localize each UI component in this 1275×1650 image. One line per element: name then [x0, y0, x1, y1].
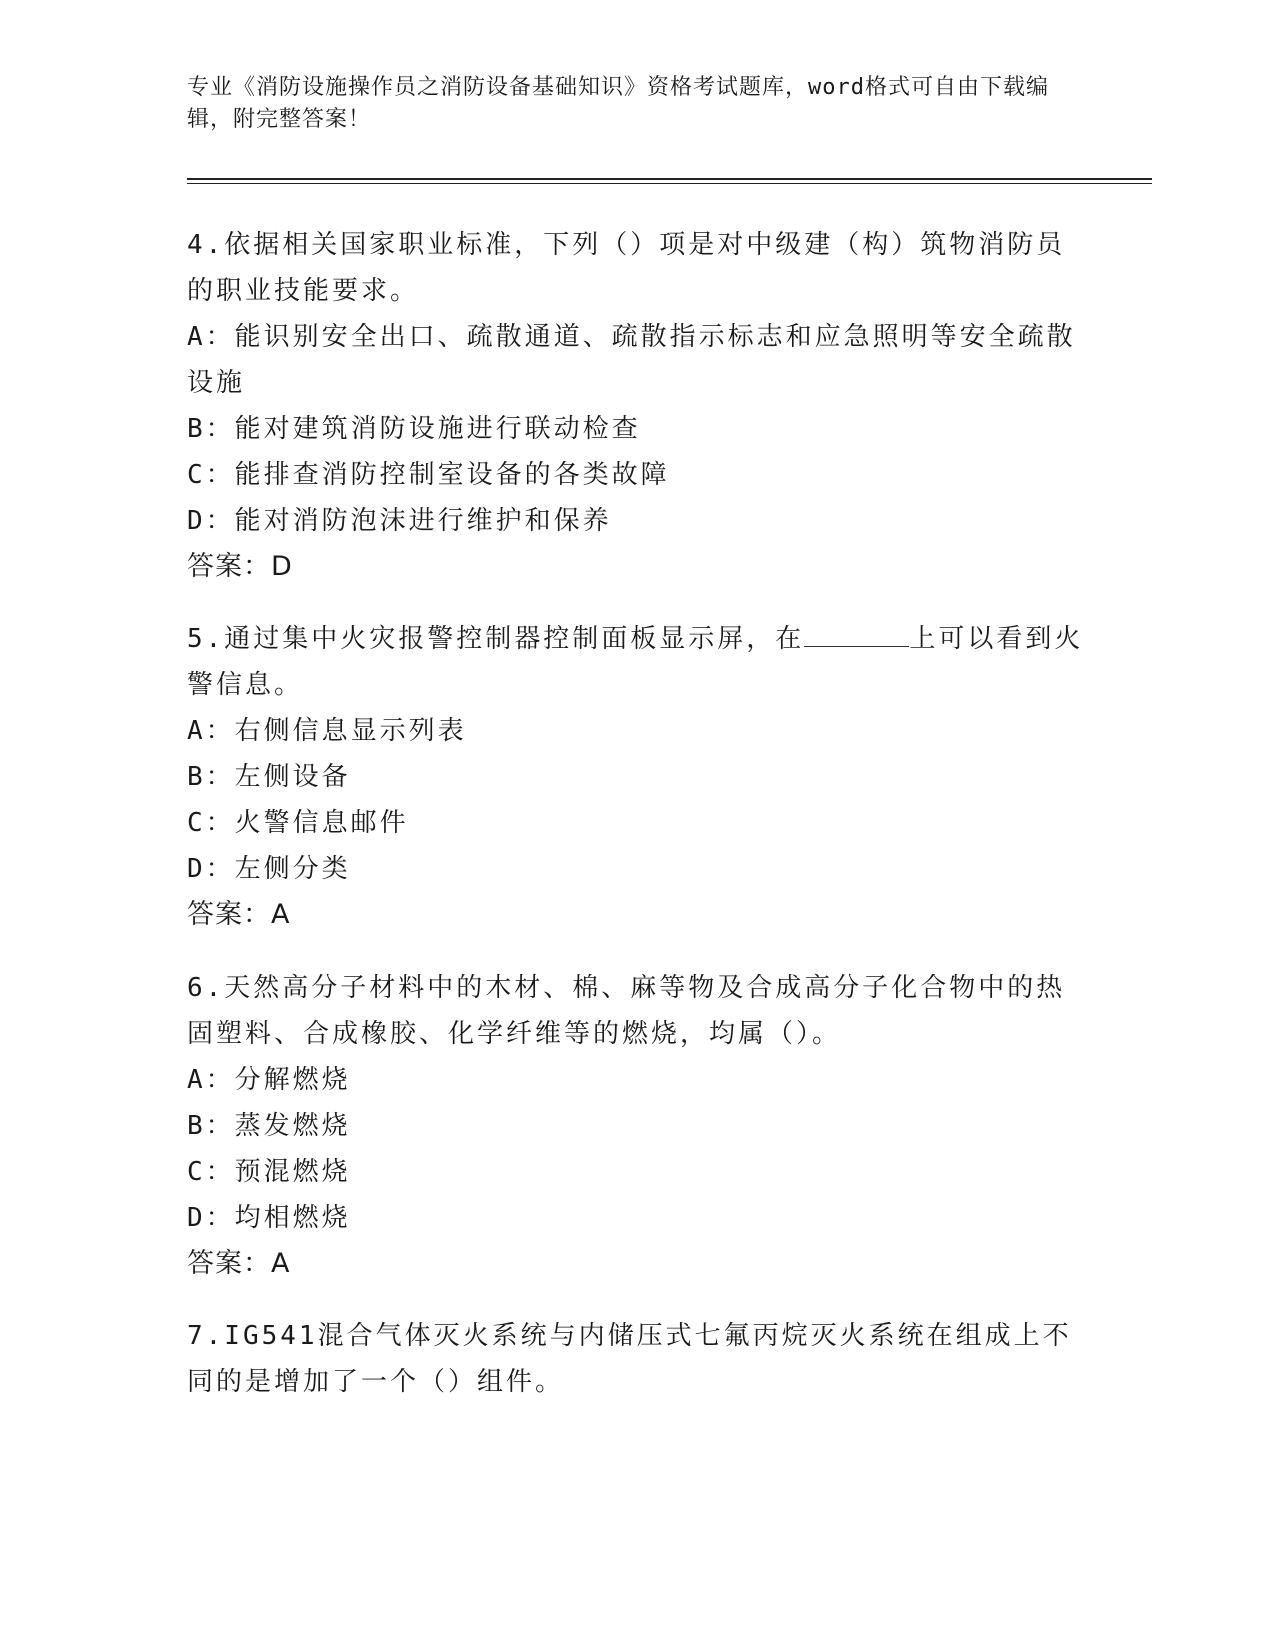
option-d: D：均相燃烧	[187, 1203, 351, 1233]
header-divider	[187, 178, 1152, 184]
question-stem: 6.天然高分子材料中的木材、棉、麻等物及合成高分子化合物中的热固塑料、合成橡胶、化学纤维等的燃烧，均属（）。	[187, 973, 1066, 1049]
option-a: A：分解燃烧	[187, 1065, 351, 1095]
option-c: C：火警信息邮件	[187, 808, 409, 838]
option-d: D：左侧分类	[187, 854, 351, 884]
option-c: C：预混燃烧	[187, 1157, 351, 1187]
answer-line: 答案：A	[187, 899, 291, 930]
option-c: C：能排查消防控制室设备的各类故障	[187, 460, 670, 490]
question-stem-after: 上可以看到火警信息。	[187, 624, 1084, 700]
option-a: A：能识别安全出口、疏散通道、疏散指示标志和应急照明等安全疏散设施	[187, 322, 1076, 398]
question-5	[187, 616, 1087, 938]
question-6	[187, 965, 1087, 1287]
option-a: A：右侧信息显示列表	[187, 716, 467, 746]
option-b: B：能对建筑消防设施进行联动检查	[187, 414, 641, 444]
question-7	[187, 1313, 1087, 1405]
option-b: B：左侧设备	[187, 762, 351, 792]
question-stem: 4.依据相关国家职业标准，下列（）项是对中级建（构）筑物消防员的职业技能要求。	[187, 230, 1066, 306]
document-intro: 专业《消防设施操作员之消防设备基础知识》资格考试题库，word格式可自由下载编辑，附完整答案！	[187, 75, 1049, 132]
question-stem: 7.IG541混合气体灭火系统与内储压式七氟丙烷灭火系统在组成上不同的是增加了一个（）组件。	[187, 1321, 1072, 1397]
option-d: D：能对消防泡沫进行维护和保养	[187, 506, 612, 536]
fill-in-blank	[804, 618, 909, 647]
question-4	[187, 222, 1087, 590]
answer-line: 答案：D	[187, 551, 293, 582]
option-b: B：蒸发燃烧	[187, 1111, 351, 1141]
question-stem	[187, 616, 1087, 708]
question-stem-before: 5.通过集中火灾报警控制器控制面板显示屏，在	[187, 624, 805, 654]
answer-line: 答案：A	[187, 1248, 291, 1279]
